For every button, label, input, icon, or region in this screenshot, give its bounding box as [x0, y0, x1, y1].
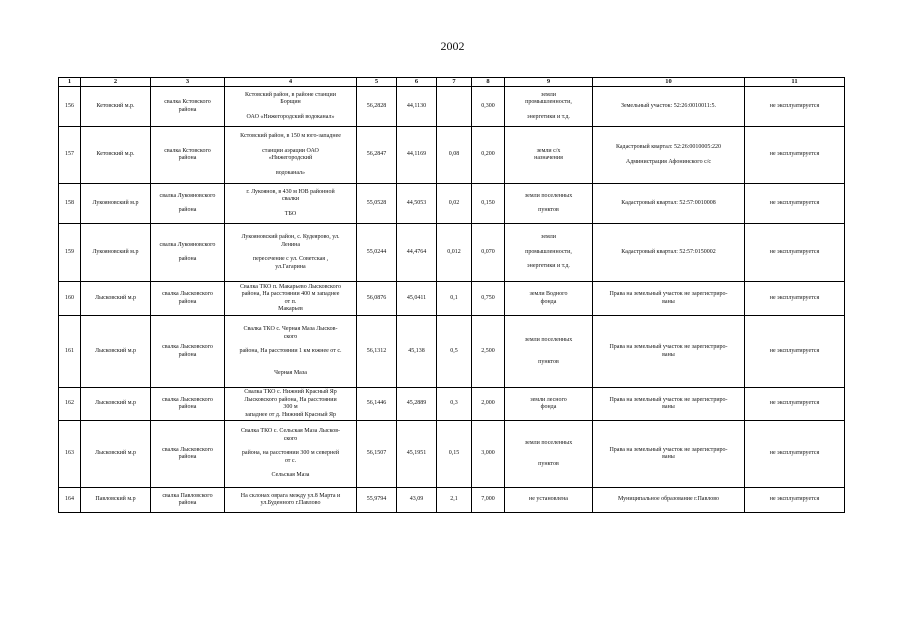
district-cell: Лукояновский м.р	[81, 224, 151, 282]
row-number: 162	[59, 388, 81, 421]
column-7-cell: 0,02	[437, 184, 472, 224]
column-8-cell: 2,500	[472, 316, 505, 388]
location-cell: Свалка ТКО с. Нижний Красный Яр Лысковского района, На расстоянии 300 м западнее от д. Нижний Красный Яр	[225, 388, 357, 421]
longitude-cell: 45,1951	[397, 421, 437, 488]
column-header-7: 7	[437, 78, 472, 87]
land-category-cell: земли поселенных пунктов	[505, 316, 593, 388]
location-cell: Лукояновский район, с. Кудеярово, ул. Ленина пересечение с ул. Советская , ул.Гагарина	[225, 224, 357, 282]
status-cell: не эксплуатируется	[745, 316, 845, 388]
object-cell: свалка Лукояновского района	[151, 184, 225, 224]
latitude-cell: 56,1507	[357, 421, 397, 488]
district-cell: Лысковский м.р	[81, 282, 151, 316]
location-cell: Свалка ТКО п. Макарьево Лысковского района, На расстоянии 400 м западнее от п. Макарьев	[225, 282, 357, 316]
longitude-cell: 45,138	[397, 316, 437, 388]
land-category-cell: земли промышленности, энергетики и т.д.	[505, 224, 593, 282]
latitude-cell: 56,2828	[357, 87, 397, 127]
location-cell: Кстовский район, в 150 м юго-западнее станции аэрации ОАО «Нижегородский водоканал»	[225, 127, 357, 184]
object-cell: свалка Лысковского района	[151, 316, 225, 388]
header-row	[59, 78, 845, 87]
district-cell: Лукояновский м.р	[81, 184, 151, 224]
land-category-cell: земли лесного фонда	[505, 388, 593, 421]
cadastre-cell: Муниципальное образование г.Павлово	[593, 488, 745, 513]
longitude-cell: 45,2889	[397, 388, 437, 421]
land-category-cell: не установлена	[505, 488, 593, 513]
column-header-4: 4	[225, 78, 357, 87]
table-row	[59, 388, 845, 421]
column-7-cell: 0,08	[437, 127, 472, 184]
row-number: 164	[59, 488, 81, 513]
column-8-cell: 0,070	[472, 224, 505, 282]
latitude-cell: 55,0528	[357, 184, 397, 224]
cadastre-cell: Земельный участок: 52:26:0010011:5.	[593, 87, 745, 127]
object-cell: свалка Кстовского района	[151, 127, 225, 184]
cadastre-cell: Кадастровый квартал: 52:57:0150002	[593, 224, 745, 282]
longitude-cell: 44,5053	[397, 184, 437, 224]
column-header-10: 10	[593, 78, 745, 87]
location-cell: Свалка ТКО с. Сельская Маза Лысков- ского района, на расстоянии 300 м северней от с. Сельская Маза	[225, 421, 357, 488]
table-body	[59, 87, 845, 513]
district-cell: Лысковский м.р	[81, 316, 151, 388]
column-7-cell: 0,1	[437, 282, 472, 316]
status-cell: не эксплуатируется	[745, 488, 845, 513]
status-cell: не эксплуатируется	[745, 224, 845, 282]
status-cell: не эксплуатируется	[745, 282, 845, 316]
row-number: 159	[59, 224, 81, 282]
location-cell: Свалка ТКО с. Черная Маза Лысков- ского района, На расстоянии 1 км южнее от с. Черная Маза	[225, 316, 357, 388]
table-row	[59, 127, 845, 184]
object-cell: свалка Лысковского района	[151, 421, 225, 488]
object-cell: свалка Лысковского района	[151, 388, 225, 421]
column-8-cell: 0,750	[472, 282, 505, 316]
location-cell: г. Лукоянов, в 430 м ЮВ районной свалки ТБО	[225, 184, 357, 224]
table-row	[59, 184, 845, 224]
column-header-5: 5	[357, 78, 397, 87]
longitude-cell: 45,0411	[397, 282, 437, 316]
column-8-cell: 0,150	[472, 184, 505, 224]
column-7-cell: 0,5	[437, 316, 472, 388]
location-cell: На склонах оврага между ул.8 Марта и ул.Буденного г.Павлово	[225, 488, 357, 513]
latitude-cell: 55,0244	[357, 224, 397, 282]
longitude-cell: 43,09	[397, 488, 437, 513]
row-number: 156	[59, 87, 81, 127]
latitude-cell: 56,0876	[357, 282, 397, 316]
longitude-cell: 44,4764	[397, 224, 437, 282]
district-cell: Лысковский м.р	[81, 421, 151, 488]
column-header-3: 3	[151, 78, 225, 87]
table-row	[59, 282, 845, 316]
row-number: 163	[59, 421, 81, 488]
latitude-cell: 56,2847	[357, 127, 397, 184]
column-header-1: 1	[59, 78, 81, 87]
landfill-registry-table	[58, 77, 845, 513]
district-cell: Кетовский м.р.	[81, 127, 151, 184]
latitude-cell: 55,9794	[357, 488, 397, 513]
cadastre-cell: Кадастровый квартал: 52:57:0010008	[593, 184, 745, 224]
object-cell: свалка Кстовского района	[151, 87, 225, 127]
column-8-cell: 2,000	[472, 388, 505, 421]
land-category-cell: земли поселенных пунктов	[505, 184, 593, 224]
longitude-cell: 44,1169	[397, 127, 437, 184]
land-category-cell: земли с/х назначения	[505, 127, 593, 184]
location-cell: Кстовский район, в районе станции Борщин ОАО «Нижегородский водоканал»	[225, 87, 357, 127]
cadastre-cell: Права на земельный участок не зарегистриро- ваны	[593, 421, 745, 488]
column-7-cell: 0,3	[437, 388, 472, 421]
status-cell: не эксплуатируется	[745, 87, 845, 127]
land-category-cell: земли Водного фонда	[505, 282, 593, 316]
table-row	[59, 488, 845, 513]
status-cell: не эксплуатируется	[745, 421, 845, 488]
longitude-cell: 44,1130	[397, 87, 437, 127]
column-header-9: 9	[505, 78, 593, 87]
land-category-cell: земли промышленности, энергетики и т.д.	[505, 87, 593, 127]
column-header-6: 6	[397, 78, 437, 87]
row-number: 158	[59, 184, 81, 224]
column-header-2: 2	[81, 78, 151, 87]
column-8-cell: 0,200	[472, 127, 505, 184]
column-8-cell: 7,000	[472, 488, 505, 513]
object-cell: свалка Лысковского района	[151, 282, 225, 316]
cadastre-cell: Кадастровый квартал: 52:26:0010005:220 Администрация Афонинского с/с	[593, 127, 745, 184]
latitude-cell: 56,1312	[357, 316, 397, 388]
column-7-cell	[437, 87, 472, 127]
cadastre-cell: Права на земельный участок не зарегистриро- ваны	[593, 282, 745, 316]
land-category-cell: земли поселенных пунктов	[505, 421, 593, 488]
district-cell: Павловский м.р	[81, 488, 151, 513]
status-cell: не эксплуатируется	[745, 388, 845, 421]
table-row	[59, 316, 845, 388]
district-cell: Кетовский м.р.	[81, 87, 151, 127]
column-7-cell: 0,012	[437, 224, 472, 282]
table-row	[59, 224, 845, 282]
table-row	[59, 421, 845, 488]
row-number: 160	[59, 282, 81, 316]
cadastre-cell: Права на земельный участок не зарегистриро- ваны	[593, 388, 745, 421]
row-number: 161	[59, 316, 81, 388]
status-cell: не эксплуатируется	[745, 127, 845, 184]
table-row	[59, 87, 845, 127]
column-7-cell: 0,15	[437, 421, 472, 488]
cadastre-cell: Права на земельный участок не зарегистриро- ваны	[593, 316, 745, 388]
column-8-cell: 3,000	[472, 421, 505, 488]
column-header-8: 8	[472, 78, 505, 87]
column-header-11: 11	[745, 78, 845, 87]
status-cell: не эксплуатируется	[745, 184, 845, 224]
latitude-cell: 56,1446	[357, 388, 397, 421]
object-cell: свалка Лукояновского района	[151, 224, 225, 282]
page-number: 2002	[440, 39, 465, 53]
object-cell: свалка Павловского района	[151, 488, 225, 513]
row-number: 157	[59, 127, 81, 184]
column-7-cell: 2,1	[437, 488, 472, 513]
district-cell: Лысковский м.р	[81, 388, 151, 421]
column-8-cell: 0,300	[472, 87, 505, 127]
